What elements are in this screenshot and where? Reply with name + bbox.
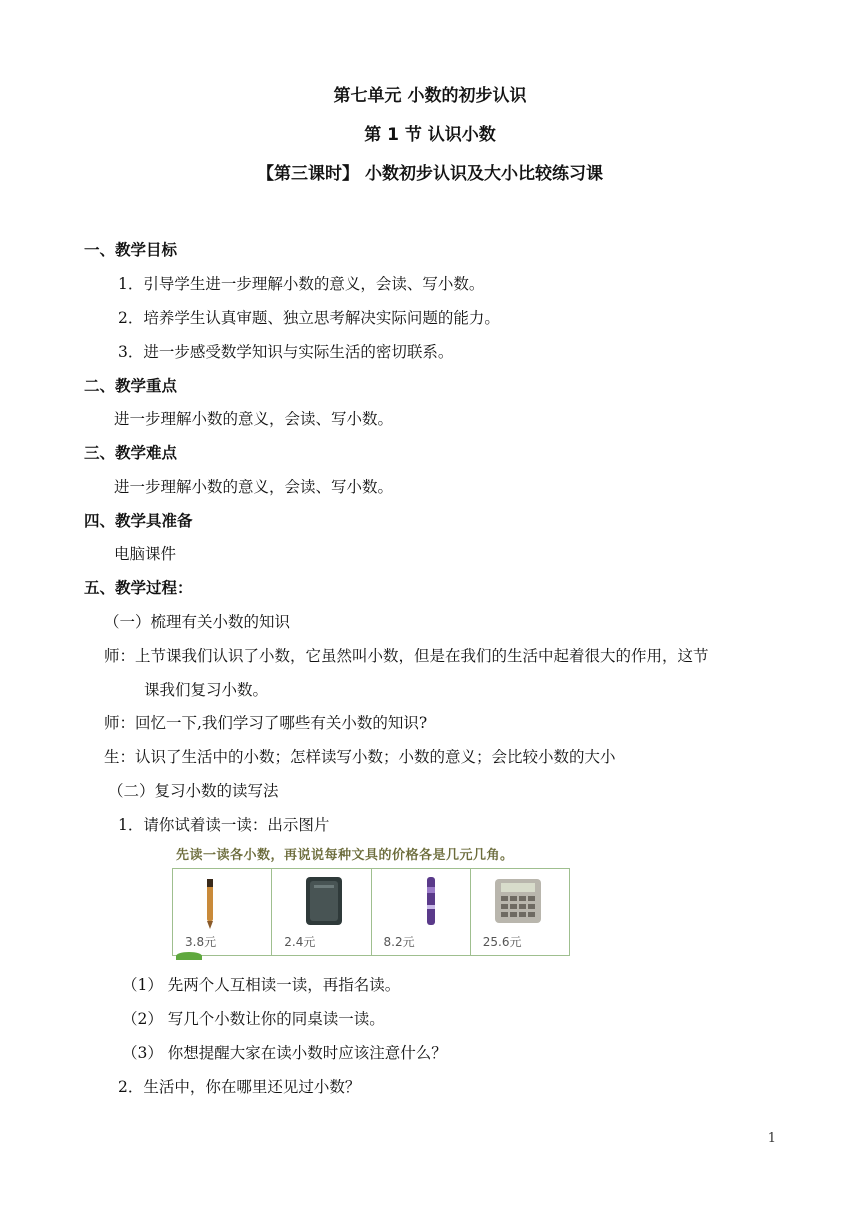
- price-cell-calculator: [471, 869, 569, 955]
- key-points-text: 进一步理解小数的意义，会读、写小数。: [114, 410, 394, 428]
- price-label: 8.2元: [383, 935, 415, 949]
- sub-item: （3） 你想提醒大家在读小数时应该注意什么？: [122, 1044, 447, 1062]
- goals-heading: 一、教学目标: [84, 241, 178, 259]
- price-cell-pen: [173, 869, 272, 955]
- difficulties-heading: 三、教学难点: [84, 444, 178, 462]
- teacher-line: 师：上节课我们认识了小数，它虽然叫小数，但是在我们的生活中起着很大的作用，这节: [104, 647, 709, 665]
- goal-item: 3．进一步感受数学知识与实际生活的密切联系。: [118, 343, 454, 361]
- price-label: 25.6元: [482, 935, 522, 949]
- process-part1-title: （一）梳理有关小数的知识: [104, 613, 291, 631]
- process-item-2: 2．生活中，你在哪里还见过小数？: [118, 1078, 361, 1096]
- goal-item: 2．培养学生认真审题、独立思考解决实际问题的能力。: [118, 309, 500, 327]
- pen-icon: [203, 877, 217, 931]
- teacher-line: 师：回忆一下,我们学习了哪些有关小数的知识?: [104, 714, 428, 732]
- page-number: 1: [767, 1131, 776, 1146]
- student-line: 生：认识了生活中的小数；怎样读写小数；小数的意义；会比较小数的大小: [104, 748, 616, 766]
- sub-item: （1） 先两个人互相读一读，再指名读。: [122, 976, 401, 994]
- calculator-icon: [493, 877, 543, 925]
- unit-title: 第七单元 小数的初步认识: [333, 86, 527, 106]
- process-heading: 五、教学过程：: [84, 579, 193, 597]
- notebook-icon: [304, 875, 344, 927]
- goal-item: 1．引导学生进一步理解小数的意义，会读、写小数。: [118, 275, 485, 293]
- leaf-decoration: [176, 952, 202, 960]
- materials-heading: 四、教学具准备: [84, 512, 193, 530]
- sub-item: （2） 写几个小数让你的同桌读一读。: [122, 1010, 385, 1028]
- materials-text: 电脑课件: [114, 545, 177, 563]
- stationery-price-figure: [170, 842, 570, 960]
- price-cell-notebook: [272, 869, 371, 955]
- teacher-line-continued: 课我们复习小数。: [144, 681, 269, 699]
- lesson-title: 【第三课时】 小数初步认识及大小比较练习课: [257, 164, 603, 184]
- process-item-1: 1．请你试着读一读：出示图片: [118, 816, 330, 834]
- price-label: 3.8元: [185, 935, 217, 949]
- section-title: 第 1 节 认识小数: [364, 125, 496, 145]
- price-label: 2.4元: [284, 935, 316, 949]
- process-part2-title: （二）复习小数的读写法: [108, 782, 279, 800]
- price-table: [172, 868, 570, 956]
- key-points-heading: 二、教学重点: [84, 377, 178, 395]
- figure-caption: 先读一读各小数，再说说每种文具的价格各是几元几角。: [176, 848, 514, 863]
- difficulties-text: 进一步理解小数的意义，会读、写小数。: [114, 478, 394, 496]
- marker-icon: [424, 875, 438, 929]
- price-cell-marker: [372, 869, 471, 955]
